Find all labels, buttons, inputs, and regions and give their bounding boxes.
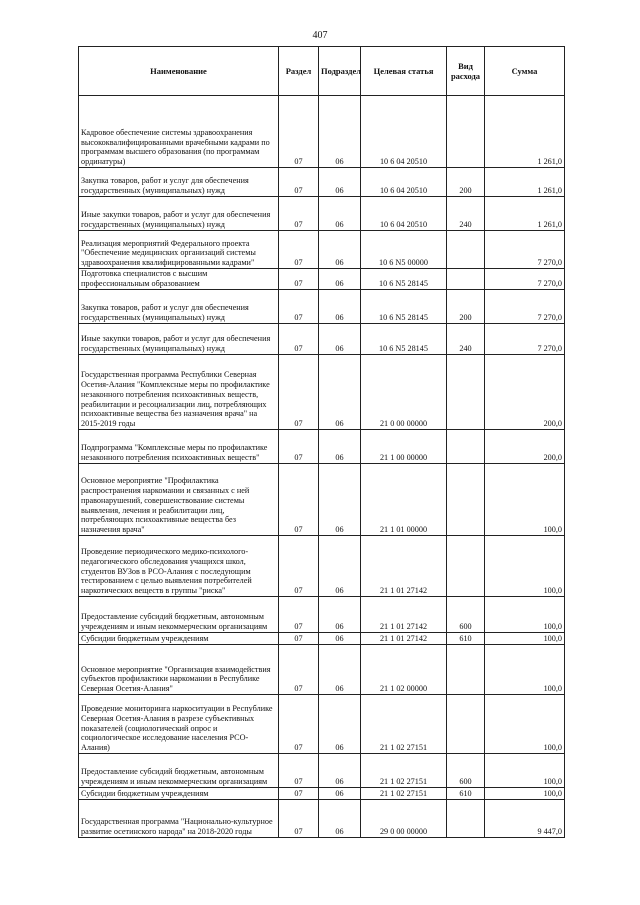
header-expense-type: Вид расхода <box>447 47 485 96</box>
table-row <box>79 197 565 231</box>
row-expense-type: 600 <box>447 754 485 788</box>
row-expense-type <box>447 96 485 168</box>
row-section: 07 <box>279 645 319 695</box>
row-target: 10 6 N5 28145 <box>361 269 447 290</box>
row-name: Основное мероприятие "Организация взаимодействия субъектов профилактики наркомании в Республике Северная Осетия-Алания" <box>79 645 279 695</box>
table-row <box>79 324 565 355</box>
header-section: Раздел <box>279 47 319 96</box>
row-target: 10 6 N5 28145 <box>361 324 447 355</box>
row-name: Подготовка специалистов с высшим профессиональным образованием <box>79 269 279 290</box>
row-subsection: 06 <box>319 695 361 754</box>
row-amount: 7 270,0 <box>485 269 565 290</box>
row-subsection: 06 <box>319 96 361 168</box>
table-row <box>79 464 565 536</box>
row-name: Основное мероприятие "Профилактика распространения наркомании и связанных с ней правонарушений, совершенствование системы выявления, лечения и реабилитации лиц, потребляющих психоактивные вещества без назначения врача" <box>79 464 279 536</box>
row-expense-type <box>447 231 485 269</box>
row-amount: 100,0 <box>485 645 565 695</box>
row-section: 07 <box>279 96 319 168</box>
row-name: Закупка товаров, работ и услуг для обеспечения государственных (муниципальных) нужд <box>79 290 279 324</box>
row-name: Проведение мониторинга наркоситуации в Республике Северная Осетия-Алания в разрезе субъективных показателей (социологический опрос и социологическое исследование населения РСО-Алания) <box>79 695 279 754</box>
row-amount: 1 261,0 <box>485 168 565 197</box>
table-row <box>79 645 565 695</box>
row-amount: 7 270,0 <box>485 290 565 324</box>
table-row <box>79 597 565 633</box>
row-expense-type <box>447 800 485 838</box>
header-row <box>79 47 565 96</box>
row-amount: 9 447,0 <box>485 800 565 838</box>
table-row <box>79 269 565 290</box>
row-section: 07 <box>279 269 319 290</box>
row-subsection: 06 <box>319 536 361 597</box>
budget-table <box>78 46 565 838</box>
row-name: Предоставление субсидий бюджетным, автономным учреждениям и иным некоммерческим организациям <box>79 754 279 788</box>
row-target: 21 1 00 00000 <box>361 430 447 464</box>
row-amount: 1 261,0 <box>485 96 565 168</box>
row-subsection: 06 <box>319 355 361 430</box>
row-section: 07 <box>279 464 319 536</box>
header-target: Целевая статья <box>361 47 447 96</box>
row-section: 07 <box>279 754 319 788</box>
row-name: Предоставление субсидий бюджетным, автономным учреждениям и иным некоммерческим организациям <box>79 597 279 633</box>
row-subsection: 06 <box>319 788 361 800</box>
table-row <box>79 96 565 168</box>
row-expense-type <box>447 645 485 695</box>
row-amount: 100,0 <box>485 633 565 645</box>
row-target: 10 6 04 20510 <box>361 168 447 197</box>
row-name: Государственная программа Республики Северная Осетия-Алания "Комплексные меры по профилактике незаконного потребления психоактивных веществ, реабилитации и ресоциализации лиц, потребляющих психоактивные вещества без назначения врача" на 2015-2019 годы <box>79 355 279 430</box>
row-section: 07 <box>279 633 319 645</box>
row-expense-type <box>447 269 485 290</box>
row-target: 10 6 04 20510 <box>361 96 447 168</box>
row-target: 21 1 02 27151 <box>361 695 447 754</box>
row-amount: 7 270,0 <box>485 231 565 269</box>
row-target: 21 1 02 27151 <box>361 788 447 800</box>
header-subsection: Подраздел <box>319 47 361 96</box>
row-target: 21 0 00 00000 <box>361 355 447 430</box>
row-target: 29 0 00 00000 <box>361 800 447 838</box>
row-name: Субсидии бюджетным учреждениям <box>79 788 279 800</box>
row-target: 21 1 01 00000 <box>361 464 447 536</box>
table-row <box>79 536 565 597</box>
row-section: 07 <box>279 168 319 197</box>
table-row <box>79 231 565 269</box>
row-subsection: 06 <box>319 800 361 838</box>
row-section: 07 <box>279 800 319 838</box>
row-amount: 1 261,0 <box>485 197 565 231</box>
row-target: 10 6 N5 28145 <box>361 290 447 324</box>
row-name: Иные закупки товаров, работ и услуг для обеспечения государственных (муниципальных) нужд <box>79 197 279 231</box>
table-row <box>79 800 565 838</box>
row-expense-type: 240 <box>447 197 485 231</box>
row-target: 21 1 02 27151 <box>361 754 447 788</box>
row-name: Иные закупки товаров, работ и услуг для обеспечения государственных (муниципальных) нужд <box>79 324 279 355</box>
row-subsection: 06 <box>319 168 361 197</box>
row-subsection: 06 <box>319 269 361 290</box>
row-expense-type: 610 <box>447 788 485 800</box>
row-name: Реализация мероприятий Федерального проекта "Обеспечение медицинских организаций системы здравоохранения квалифицированными кадрами" <box>79 231 279 269</box>
row-subsection: 06 <box>319 754 361 788</box>
row-section: 07 <box>279 536 319 597</box>
table-row <box>79 633 565 645</box>
row-name: Подпрограмма "Комплексные меры по профилактике незаконного потребления психоактивных веществ" <box>79 430 279 464</box>
table-row <box>79 290 565 324</box>
row-target: 10 6 N5 00000 <box>361 231 447 269</box>
row-expense-type <box>447 464 485 536</box>
header-name: Наименование <box>79 47 279 96</box>
row-target: 21 1 01 27142 <box>361 536 447 597</box>
row-amount: 100,0 <box>485 597 565 633</box>
row-target: 21 1 01 27142 <box>361 633 447 645</box>
row-expense-type <box>447 355 485 430</box>
row-amount: 100,0 <box>485 754 565 788</box>
row-amount: 100,0 <box>485 788 565 800</box>
row-amount: 200,0 <box>485 430 565 464</box>
row-expense-type <box>447 695 485 754</box>
row-name: Государственная программа "Национально-культурное развитие осетинского народа" на 2018-2020 годы <box>79 800 279 838</box>
row-name: Субсидии бюджетным учреждениям <box>79 633 279 645</box>
row-section: 07 <box>279 597 319 633</box>
table-row <box>79 168 565 197</box>
row-section: 07 <box>279 197 319 231</box>
row-subsection: 06 <box>319 464 361 536</box>
row-name: Закупка товаров, работ и услуг для обеспечения государственных (муниципальных) нужд <box>79 168 279 197</box>
row-expense-type: 600 <box>447 597 485 633</box>
table-row <box>79 788 565 800</box>
row-section: 07 <box>279 430 319 464</box>
row-expense-type: 200 <box>447 168 485 197</box>
row-subsection: 06 <box>319 645 361 695</box>
row-section: 07 <box>279 290 319 324</box>
table-row <box>79 695 565 754</box>
row-amount: 100,0 <box>485 464 565 536</box>
row-amount: 200,0 <box>485 355 565 430</box>
row-section: 07 <box>279 355 319 430</box>
row-subsection: 06 <box>319 231 361 269</box>
row-name: Проведение периодического медико-психолого-педагогического обследования учащихся школ, студентов ВУЗов в РСО-Алания с последующим тестированием с целью выявления потребителей наркотических веществ в группы "риска" <box>79 536 279 597</box>
row-target: 21 1 02 00000 <box>361 645 447 695</box>
row-subsection: 06 <box>319 633 361 645</box>
row-amount: 7 270,0 <box>485 324 565 355</box>
row-name: Кадровое обеспечение системы здравоохранения высококвалифицированными врачебными кадрами по программам высшего образования (по программам ординатуры) <box>79 96 279 168</box>
table-row <box>79 754 565 788</box>
row-amount: 100,0 <box>485 536 565 597</box>
row-subsection: 06 <box>319 324 361 355</box>
row-expense-type: 240 <box>447 324 485 355</box>
page-number: 407 <box>312 30 328 41</box>
table-row <box>79 355 565 430</box>
row-expense-type: 200 <box>447 290 485 324</box>
row-section: 07 <box>279 788 319 800</box>
row-expense-type <box>447 536 485 597</box>
row-subsection: 06 <box>319 290 361 324</box>
row-amount: 100,0 <box>485 695 565 754</box>
row-subsection: 06 <box>319 597 361 633</box>
table-row <box>79 430 565 464</box>
row-expense-type <box>447 430 485 464</box>
row-expense-type: 610 <box>447 633 485 645</box>
row-section: 07 <box>279 324 319 355</box>
row-subsection: 06 <box>319 197 361 231</box>
row-target: 21 1 01 27142 <box>361 597 447 633</box>
row-target: 10 6 04 20510 <box>361 197 447 231</box>
row-section: 07 <box>279 695 319 754</box>
header-amount: Сумма <box>485 47 565 96</box>
row-subsection: 06 <box>319 430 361 464</box>
row-section: 07 <box>279 231 319 269</box>
